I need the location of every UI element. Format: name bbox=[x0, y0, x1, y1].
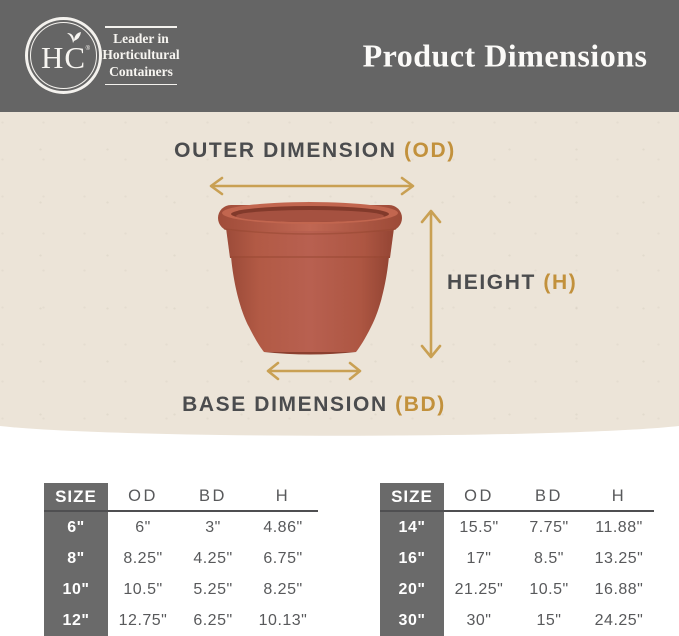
header-bar bbox=[0, 0, 679, 112]
dimension-cell: 8.25" bbox=[123, 549, 163, 567]
dimension-cell: 16.88" bbox=[594, 580, 644, 598]
column-header-cell: H bbox=[611, 487, 627, 505]
column-header-cell: OD bbox=[464, 487, 494, 505]
size-cell: 10" bbox=[44, 574, 108, 605]
column-header-cell: H bbox=[275, 487, 291, 505]
dimension-cell: 12.75" bbox=[118, 611, 168, 629]
dimension-cell: 10.5" bbox=[123, 580, 163, 598]
dimension-cell: 4.25" bbox=[193, 549, 233, 567]
column-header-cell: OD bbox=[128, 487, 158, 505]
curved-divider bbox=[0, 423, 679, 441]
tagline-line: Containers bbox=[109, 63, 173, 79]
dimension-cell: 4.86" bbox=[263, 518, 303, 536]
dimension-cell: 8.5" bbox=[534, 549, 564, 567]
outer-dimension-abbr: (OD) bbox=[403, 139, 456, 162]
leaf-icon bbox=[66, 31, 82, 44]
dimension-cell: 6" bbox=[135, 518, 151, 536]
outer-dimension-arrow-icon bbox=[207, 176, 417, 196]
column-header-cell: BD bbox=[535, 487, 563, 505]
planter-pot-image bbox=[218, 198, 402, 358]
size-table-small bbox=[44, 483, 318, 636]
table-row bbox=[44, 574, 318, 605]
diagram-panel bbox=[0, 112, 679, 423]
table-header-row bbox=[44, 483, 318, 512]
dimension-cell: 13.25" bbox=[594, 549, 644, 567]
dimension-cell: 15" bbox=[536, 611, 562, 629]
height-label bbox=[447, 271, 577, 295]
dimension-cell: 30" bbox=[466, 611, 492, 629]
dimension-cell: 10.13" bbox=[258, 611, 308, 629]
dimension-cell: 17" bbox=[466, 549, 492, 567]
base-dimension-abbr: (BD) bbox=[395, 393, 446, 416]
outer-dimension-text: OUTER DIMENSION bbox=[174, 139, 397, 162]
dimension-cell: 8.25" bbox=[263, 580, 303, 598]
table-row bbox=[44, 543, 318, 574]
tagline-line: Leader in bbox=[113, 31, 169, 46]
logo-monogram: HC bbox=[40, 40, 87, 75]
size-cell: 14" bbox=[380, 512, 444, 543]
dimension-cell: 3" bbox=[205, 518, 221, 536]
table-row bbox=[44, 512, 318, 543]
table-row bbox=[380, 605, 654, 636]
height-abbr: (H) bbox=[543, 271, 578, 294]
size-header-cell: SIZE bbox=[380, 483, 444, 510]
table-row bbox=[380, 512, 654, 543]
table-row bbox=[380, 543, 654, 574]
outer-dimension-label bbox=[174, 139, 456, 163]
dimension-cell: 5.25" bbox=[193, 580, 233, 598]
height-text: HEIGHT bbox=[447, 271, 536, 294]
table-row bbox=[380, 574, 654, 605]
dimension-cell: 21.25" bbox=[454, 580, 504, 598]
size-cell: 6" bbox=[44, 512, 108, 543]
base-dimension-text: BASE DIMENSION bbox=[182, 393, 388, 416]
dimension-cell: 24.25" bbox=[594, 611, 644, 629]
size-cell: 30" bbox=[380, 605, 444, 636]
registered-mark: ® bbox=[85, 46, 90, 52]
size-cell: 20" bbox=[380, 574, 444, 605]
brand-logo bbox=[25, 17, 102, 94]
size-cell: 16" bbox=[380, 543, 444, 574]
page-title: Product Dimensions bbox=[362, 37, 648, 74]
table-row bbox=[44, 605, 318, 636]
dimension-cell: 11.88" bbox=[595, 518, 643, 536]
base-dimension-arrow-icon bbox=[264, 361, 364, 381]
table-header-row bbox=[380, 483, 654, 512]
dimension-cell: 15.5" bbox=[459, 518, 499, 536]
size-cell: 12" bbox=[44, 605, 108, 636]
height-arrow-icon bbox=[418, 207, 444, 361]
dimension-cell: 6.75" bbox=[263, 549, 303, 567]
size-table-large bbox=[380, 483, 654, 636]
size-tables-section bbox=[0, 441, 679, 636]
tagline-line: Horticultural bbox=[102, 47, 180, 63]
dimension-cell: 10.5" bbox=[529, 580, 569, 598]
base-dimension-label bbox=[182, 393, 446, 417]
dimension-cell: 6.25" bbox=[193, 611, 233, 629]
size-cell: 8" bbox=[44, 543, 108, 574]
logo-circle bbox=[25, 17, 102, 94]
column-header-cell: BD bbox=[199, 487, 227, 505]
size-header-cell: SIZE bbox=[44, 483, 108, 510]
brand-tagline bbox=[100, 26, 182, 85]
dimension-cell: 7.75" bbox=[529, 518, 569, 536]
